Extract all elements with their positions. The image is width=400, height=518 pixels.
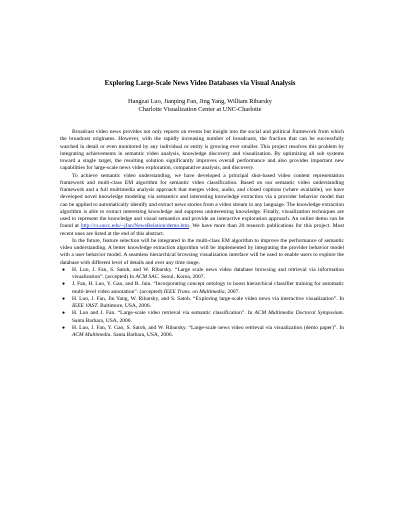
reference-venue: IEEE VAST [72,303,98,309]
paragraph-method-text: To achieve semantic video understanding, we have developed a principal shot-based video content representation framework and multi-class EM algorithm for semantic video classification. Based on our semantic video understanding framework and a full multimedia analysis approach that merges video, audio, and closed captions (where available), we have developed novel knowledge modeling via semantics and interesting knowledge extraction via a provider behavior model that can be applied to automatically identify and extract news stories from a video stream in any language. The knowledge extraction algorithm is able to extract interesting knowledge and suppress uninteresting knowledge. Finally, visualization techniques are used to represent the knowledge and visual semantics and provide an interactive exploration approach. An online demo can be found at [60,172,344,230]
reference-item: ● H. Luo, J. Fan, Jin Yang, W. Ribarsky, and S. Satoh. “Exploring large-scale video news via interactive visualization”. In IEEE VAST. Baltimore, USA, 2006. [62,295,344,309]
paragraph-intro: Broadcast video news provides not only reports on events but insight into the social and political framework from which the broadcast originates. However, with the rapidly increasing number of broadcasts, the fraction that can be successfully watched in detail or even monitored by any individual or entity is growing ever smaller. This project resolves this problem by integrating achievements in semantic video analysis, knowledge discovery and visualization. By optimizing all sub systems toward a single target, the resulting solution significantly improves overall performance and also provides important new capabilities for large-scale news video exploration, comparative analysis, and discovery. [60,129,344,172]
paragraph-future: In the future, feature selection will be integrated in the multi-class EM algorithm to improve the performance of semantic video understanding. A better knowledge extraction algorithm will be implemented by integrating the provider behavior model with a user behavior model. A seamless hierarchical browsing visualization interface will be used to enable users to explore the database with different level of details and over any time range. [60,237,344,266]
paper-title: Exploring Large-Scale News Video Databases via Visual Analysis [104,80,296,87]
reference-list [60,267,344,340]
bullet-icon: ● [62,296,66,302]
reference-item: ● J. Fan, H. Luo, Y. Gao, and R. Jain. “Incorporating concept ontology to boost hierarchical classifier training for automatic multi-level video annotation”. (accepted) IEEE Trans. on Multimedia, 2007. [62,281,344,295]
reference-item: ● H. Luo and J. Fan. “Large-scale video retrieval via semantic classification”. In ACM Multimedia Doctoral Symposium. Santa Barbara, USA, 2006. [62,310,345,324]
paragraph-method-tail: . We have more than 20 research publications for this project. Most recent ones are listed at the end of this abstract. [60,223,344,237]
reference-venue: ACM Multimedia Doctoral Symposium [254,310,343,317]
abstract-body [60,129,344,339]
author-list: Hangzai Luo, Jianping Fan, Jing Yang, William Ribarsky [128,98,272,105]
demo-link[interactable]: http://cs.uncc.edu/~jfan/NewsRelation/demo.htm [80,223,190,230]
paragraph-method [60,173,344,238]
reference-item: ● H. Luo, J. Fan, S. Satoh, and W. Ribarsky. “Large scale news video database browsing and retrieval via information visualization”. (accepted) In ACM SAC. Seoul, Korea, 2007. [62,266,344,280]
bullet-icon: ● [62,311,66,317]
reference-venue: ACM Multimedia [72,332,111,338]
reference-venue: IEEE Trans. on Multimedia [163,288,225,295]
affiliation: Charlotte Visualization Center at UNC-Charlotte [138,106,262,113]
bullet-icon: ● [62,325,66,331]
author-block [0,98,400,114]
reference-venue: ACM SAC [135,274,159,280]
bullet-icon: ● [62,267,66,273]
bullet-icon: ● [62,282,66,288]
reference-item: ● H. Luo, J. Fan, Y. Gao, S. Satoh, and W. Ribarsky. “Large-scale news video retrieval via visualization (demo paper)”. In ACM Multimedia. Santa Barbara, USA, 2006. [62,324,344,338]
